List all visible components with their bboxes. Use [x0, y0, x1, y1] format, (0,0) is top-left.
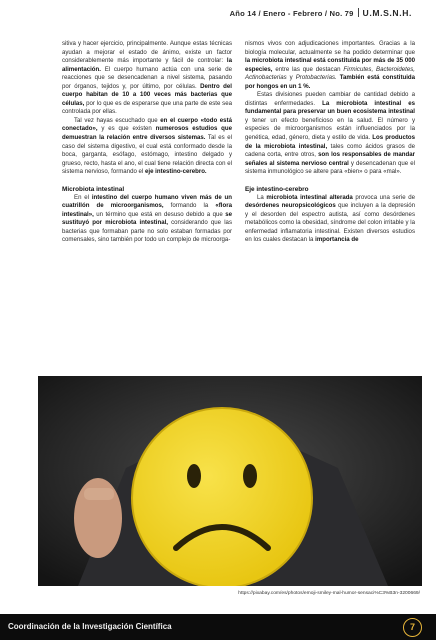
sad-emoji-photo: [38, 376, 422, 586]
paragraph: sitiva y hacer ejercicio, principalmente. Aunque estas técnicas ayudan a mejorar el estado de ánimo, existe un factor considerablemente más importante y fácil de controlar: la alimentación. El cuerpo humano actúa con una serie de reacciones que se desencadenan a nivel sistema, pasando por órganos, tejidos y, por último, por células. Dentro del cuerpo habitan de 10 a 100 veces más bacterias que células, por lo que es de esperarse que una parte de este sea controlada por ellas.: [62, 40, 232, 116]
emoji-left-eye: [187, 464, 201, 488]
emoji-right-eye: [243, 464, 257, 488]
section-heading: Microbiota intestinal: [62, 185, 125, 193]
paragraph: Tal vez hayas escuchado que en el cuerpo «todo está conectado», y es que existen numerosos estudios que demuestran la relación entre diversos sistemas. Tal es el caso del sistema digestivo, el cual está conformado desde la boca, garganta, esófago, estómago, intestino delgado y grueso, recto, hasta el ano, el cual tiene relación directa con el sistema nervioso, formando el eje intestino-cerebro.: [62, 116, 232, 176]
photo-illustration: [38, 376, 422, 586]
footer-label: Coordinación de la Investigación Científica: [8, 622, 172, 631]
left-column: [62, 40, 232, 245]
header-divider: [358, 8, 359, 17]
photo-credit: https://pixabay.com/es/photos/emoji-smiley-mal-humor-sensaci%C3%B3n-3200669/: [238, 591, 420, 596]
paragraph: En el intestino del cuerpo humano viven más de un cuatrillón de microorganismos, formando la «flora intestinal», un término que está en desuso debido a que se sustituyó por microbiota intestinal, considerando que las bacterias que formaban parte no solo estaban formadas por comensales, sino también por todo un complejo de microorga-: [62, 193, 232, 244]
section-heading: Eje intestino-cerebro: [245, 185, 309, 193]
institution-label: U.M.S.N.H.: [362, 8, 412, 18]
page-footer: [0, 614, 436, 640]
issue-label: Año 14 / Enero - Febrero / No. 79: [229, 9, 354, 18]
right-column: [245, 40, 415, 245]
page-header: [230, 8, 412, 18]
emoji-face: [132, 408, 312, 586]
paragraph: La microbiota intestinal alterada provoca una serie de desórdenes neuropsicológicos que incluyen a la depresión y el desorden del espectro autista, así como desórdenes metabólicos como la obesidad, síndrome del colon irritable y la enfermedad inflamatoria intestinal. Existen diversos estudios en los cuales destacan la importancia de: [245, 193, 415, 244]
page-number: 7: [403, 618, 422, 637]
thumb-shape: [84, 488, 114, 500]
paragraph: nismos vivos con adjudicaciones importantes. Gracias a la biología molecular, actualmente se ha podido determinar que la microbiota intestinal está constituida por más de 35 000 especies, entre las que destacan Firmicutes, Bacteroidetes, Actinobacterias y Protobacterias. También está constituida por hongos en un 1 %.: [245, 40, 415, 90]
paragraph: Estas divisiones pueden cambiar de cantidad debido a distintas enfermedades. La microbiota intestinal es fundamental para preservar un buen ecosistema intestinal y tener un efecto beneficioso en la salud. El número y especies de microorganismos están influenciados por la genética, edad, género, dieta y estilo de vida. Los productos de la microbiota intestinal, tales como ácidos grasos de cadena corta, entre otros, son los responsables de mandar señales al sistema nervioso central y desencadenan que el sistema inmunológico se altere para «bien» o para «mal».: [245, 91, 416, 176]
